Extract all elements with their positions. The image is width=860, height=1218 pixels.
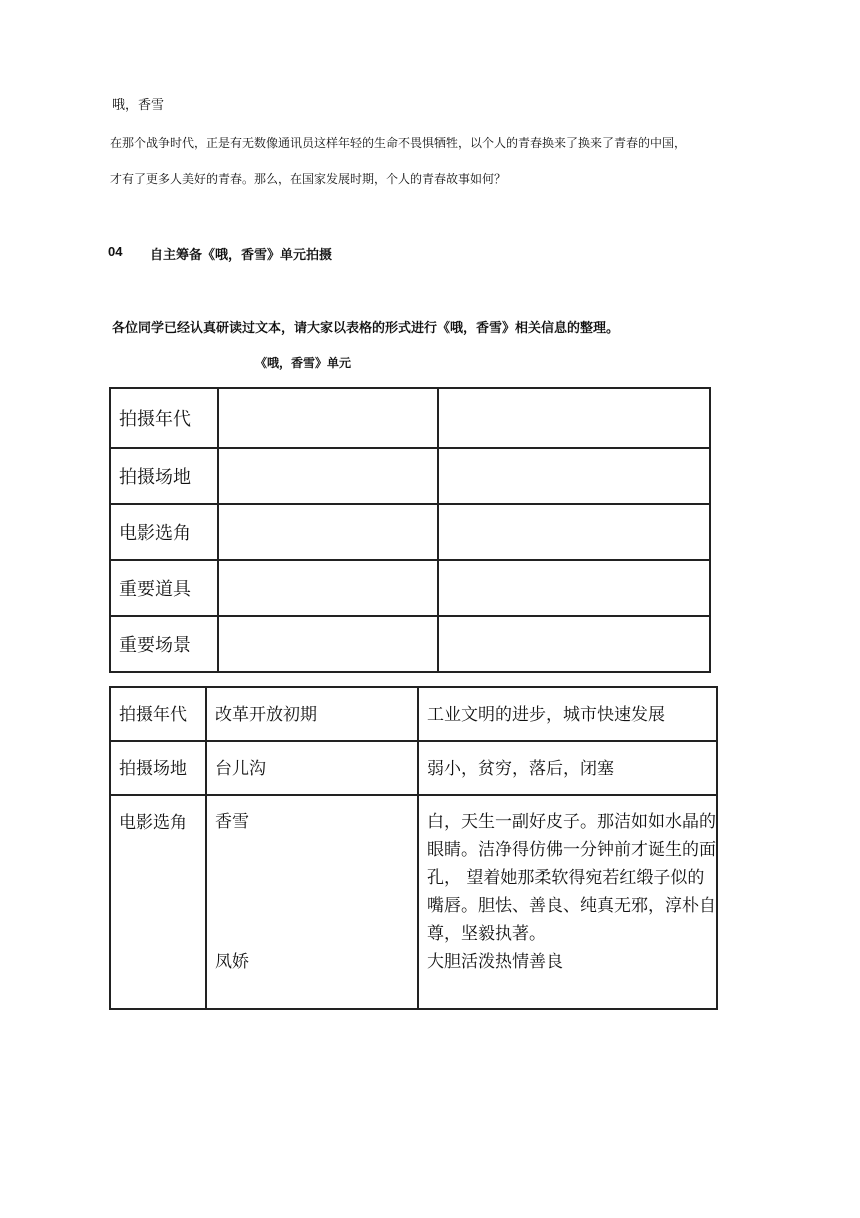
table-row [110,616,710,672]
row-label: 电影选角 [110,504,218,560]
description-line: 白，天生一副好皮子。那洁如如水晶的 [427,812,716,832]
table-row [110,504,710,560]
filled-info-table [109,686,718,1010]
blank-cell [438,504,710,560]
table-cell: 工业文明的进步，城市快速发展 [418,687,717,741]
description-line: 嘴唇。胆怯、善良、纯真无邪，淳朴自 [427,896,716,916]
table-cell [206,795,418,1009]
row-label: 拍摄场地 [110,741,206,795]
description-line: 尊，坚毅执著。 [427,924,546,944]
blank-cell [438,560,710,616]
table-row [110,560,710,616]
blank-cell [438,448,710,504]
blank-cell [218,560,438,616]
blank-info-table [109,387,711,673]
row-label: 拍摄场地 [110,448,218,504]
table-row [110,795,717,1009]
intro-heading: 哦，香雪 [112,98,165,113]
character-name-xiangxue: 香雪 [215,812,249,832]
row-label: 重要场景 [110,616,218,672]
blank-cell [438,616,710,672]
table-cell: 改革开放初期 [206,687,418,741]
row-label: 电影选角 [110,795,206,1009]
blank-cell [438,388,710,448]
row-label: 拍摄年代 [110,687,206,741]
row-label: 重要道具 [110,560,218,616]
intro-paragraph-line-2: 才有了更多人美好的青春。那么，在国家发展时期，个人的青春故事如何？ [110,172,507,186]
table-cell: 弱小，贫穷，落后，闭塞 [418,741,717,795]
blank-cell [218,504,438,560]
blank-cell [218,388,438,448]
description-line: 大胆活泼热情善良 [427,952,563,972]
table-cell [418,795,717,1009]
intro-paragraph-line-1: 在那个战争时代，正是有无数像通讯员这样年轻的生命不畏惧牺牲，以个人的青春换来了换来了青春的中国， [110,136,687,150]
table-row [110,388,710,448]
instruction-text: 各位同学已经认真研读过文本，请大家以表格的形式进行《哦，香雪》相关信息的整理。 [112,321,620,336]
description-line: 眼睛。洁净得仿佛一分钟前才诞生的面 [427,840,716,860]
blank-cell [218,616,438,672]
blank-cell [218,448,438,504]
table-row [110,448,710,504]
section-number: 04 [108,244,123,259]
section-title: 自主筹备《哦，香雪》单元拍摄 [150,248,333,263]
description-line: 孔， 望着她那柔软得宛若红缎子似的 [427,868,705,888]
row-label: 拍摄年代 [110,388,218,448]
table-row [110,741,717,795]
table-cell: 台儿沟 [206,741,418,795]
character-name-fengjiao: 凤娇 [215,952,249,972]
table-caption: 《哦，香雪》单元 [255,356,352,370]
table-row [110,687,717,741]
